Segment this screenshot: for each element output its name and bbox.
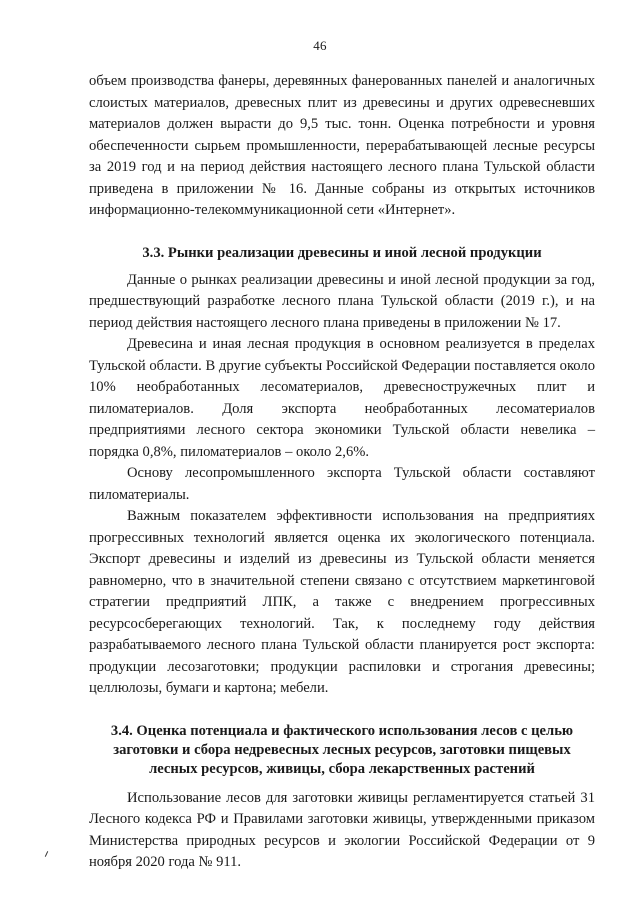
section-3-3-paragraph-3: Основу лесопромышленного экспорта Тульской области составляют пиломатериалы. xyxy=(89,465,595,503)
intro-paragraph: объем производства фанеры, деревянных фанерованных панелей и аналогичных слоистых материалов, древесных плит из древесины и других одревесневших материалов должен вырасти до 9,5 тыс. тонн. Оценка потребности и уровня обеспеченности сырьем промышленности, перерабатывающей лесные ресурсы за 2019 год и на период действия настоящего лесного плана Тульской области приведена в приложении № 16. Данные собраны из открытых источников информационно-телекоммуникационной сети «Интернет». xyxy=(89,73,595,218)
section-3-3-paragraph-4: Важным показателем эффективности использования на предприятиях прогрессивных технологий является оценка их экологического потенциала. Экспорт древесины и изделий из древесины из Тульской области меняется равномерно, что в значительной степени связано с отсутствием маркетинговой стратегии предприятий ЛПК, а также с внедрением прогрессивных ресурсосберегающих технологий. Так, к последнему году действия разрабатываемого лесного плана Тульской области планируется рост экспорта: продукции лесозаготовки; продукции распиловки и строгания древесины; целлюлозы, бумаги и картона; мебели. xyxy=(89,508,595,696)
page-number: 46 xyxy=(313,38,327,53)
section-3-3-paragraph-1: Данные о рынках реализации древесины и иной лесной продукции за год, предшествующий разработке лесного плана Тульской области (2019 г.), и на период действия настоящего лесного плана приведены в приложении № 17. xyxy=(89,271,595,331)
scan-artifact-mark xyxy=(45,851,48,857)
page-body xyxy=(89,71,595,874)
section-3-3-heading: 3.3. Рынки реализации древесины и иной лесной продукции xyxy=(142,244,542,261)
section-3-4-paragraph-1: Использование лесов для заготовки живицы регламентируется статьей 31 Лесного кодекса РФ и Правилами заготовки живицы, утвержденными приказом Министерства природных ресурсов и экологии Российской Федерации от 9 ноября 2020 года № 911. xyxy=(89,789,595,870)
section-3-3-paragraph-2: Древесина и иная лесная продукция в основном реализуется в пределах Тульской области. В другие субъекты Российской Федерации поставляется около 10% необработанных лесоматериалов, древесностружечных плит и пиломатериалов. Доля экспорта необработанных лесоматериалов предприятиями лесного сектора экономики Тульской области невелика – порядка 0,8%, пиломатериалов – около 2,6%. xyxy=(89,336,595,460)
section-3-4-heading: 3.4. Оценка потенциала и фактического использования лесов с целью заготовки и сбора недревесных лесных ресурсов, заготовки пищевых лесных ресурсов, живицы, сбора лекарственных растений xyxy=(110,722,574,777)
